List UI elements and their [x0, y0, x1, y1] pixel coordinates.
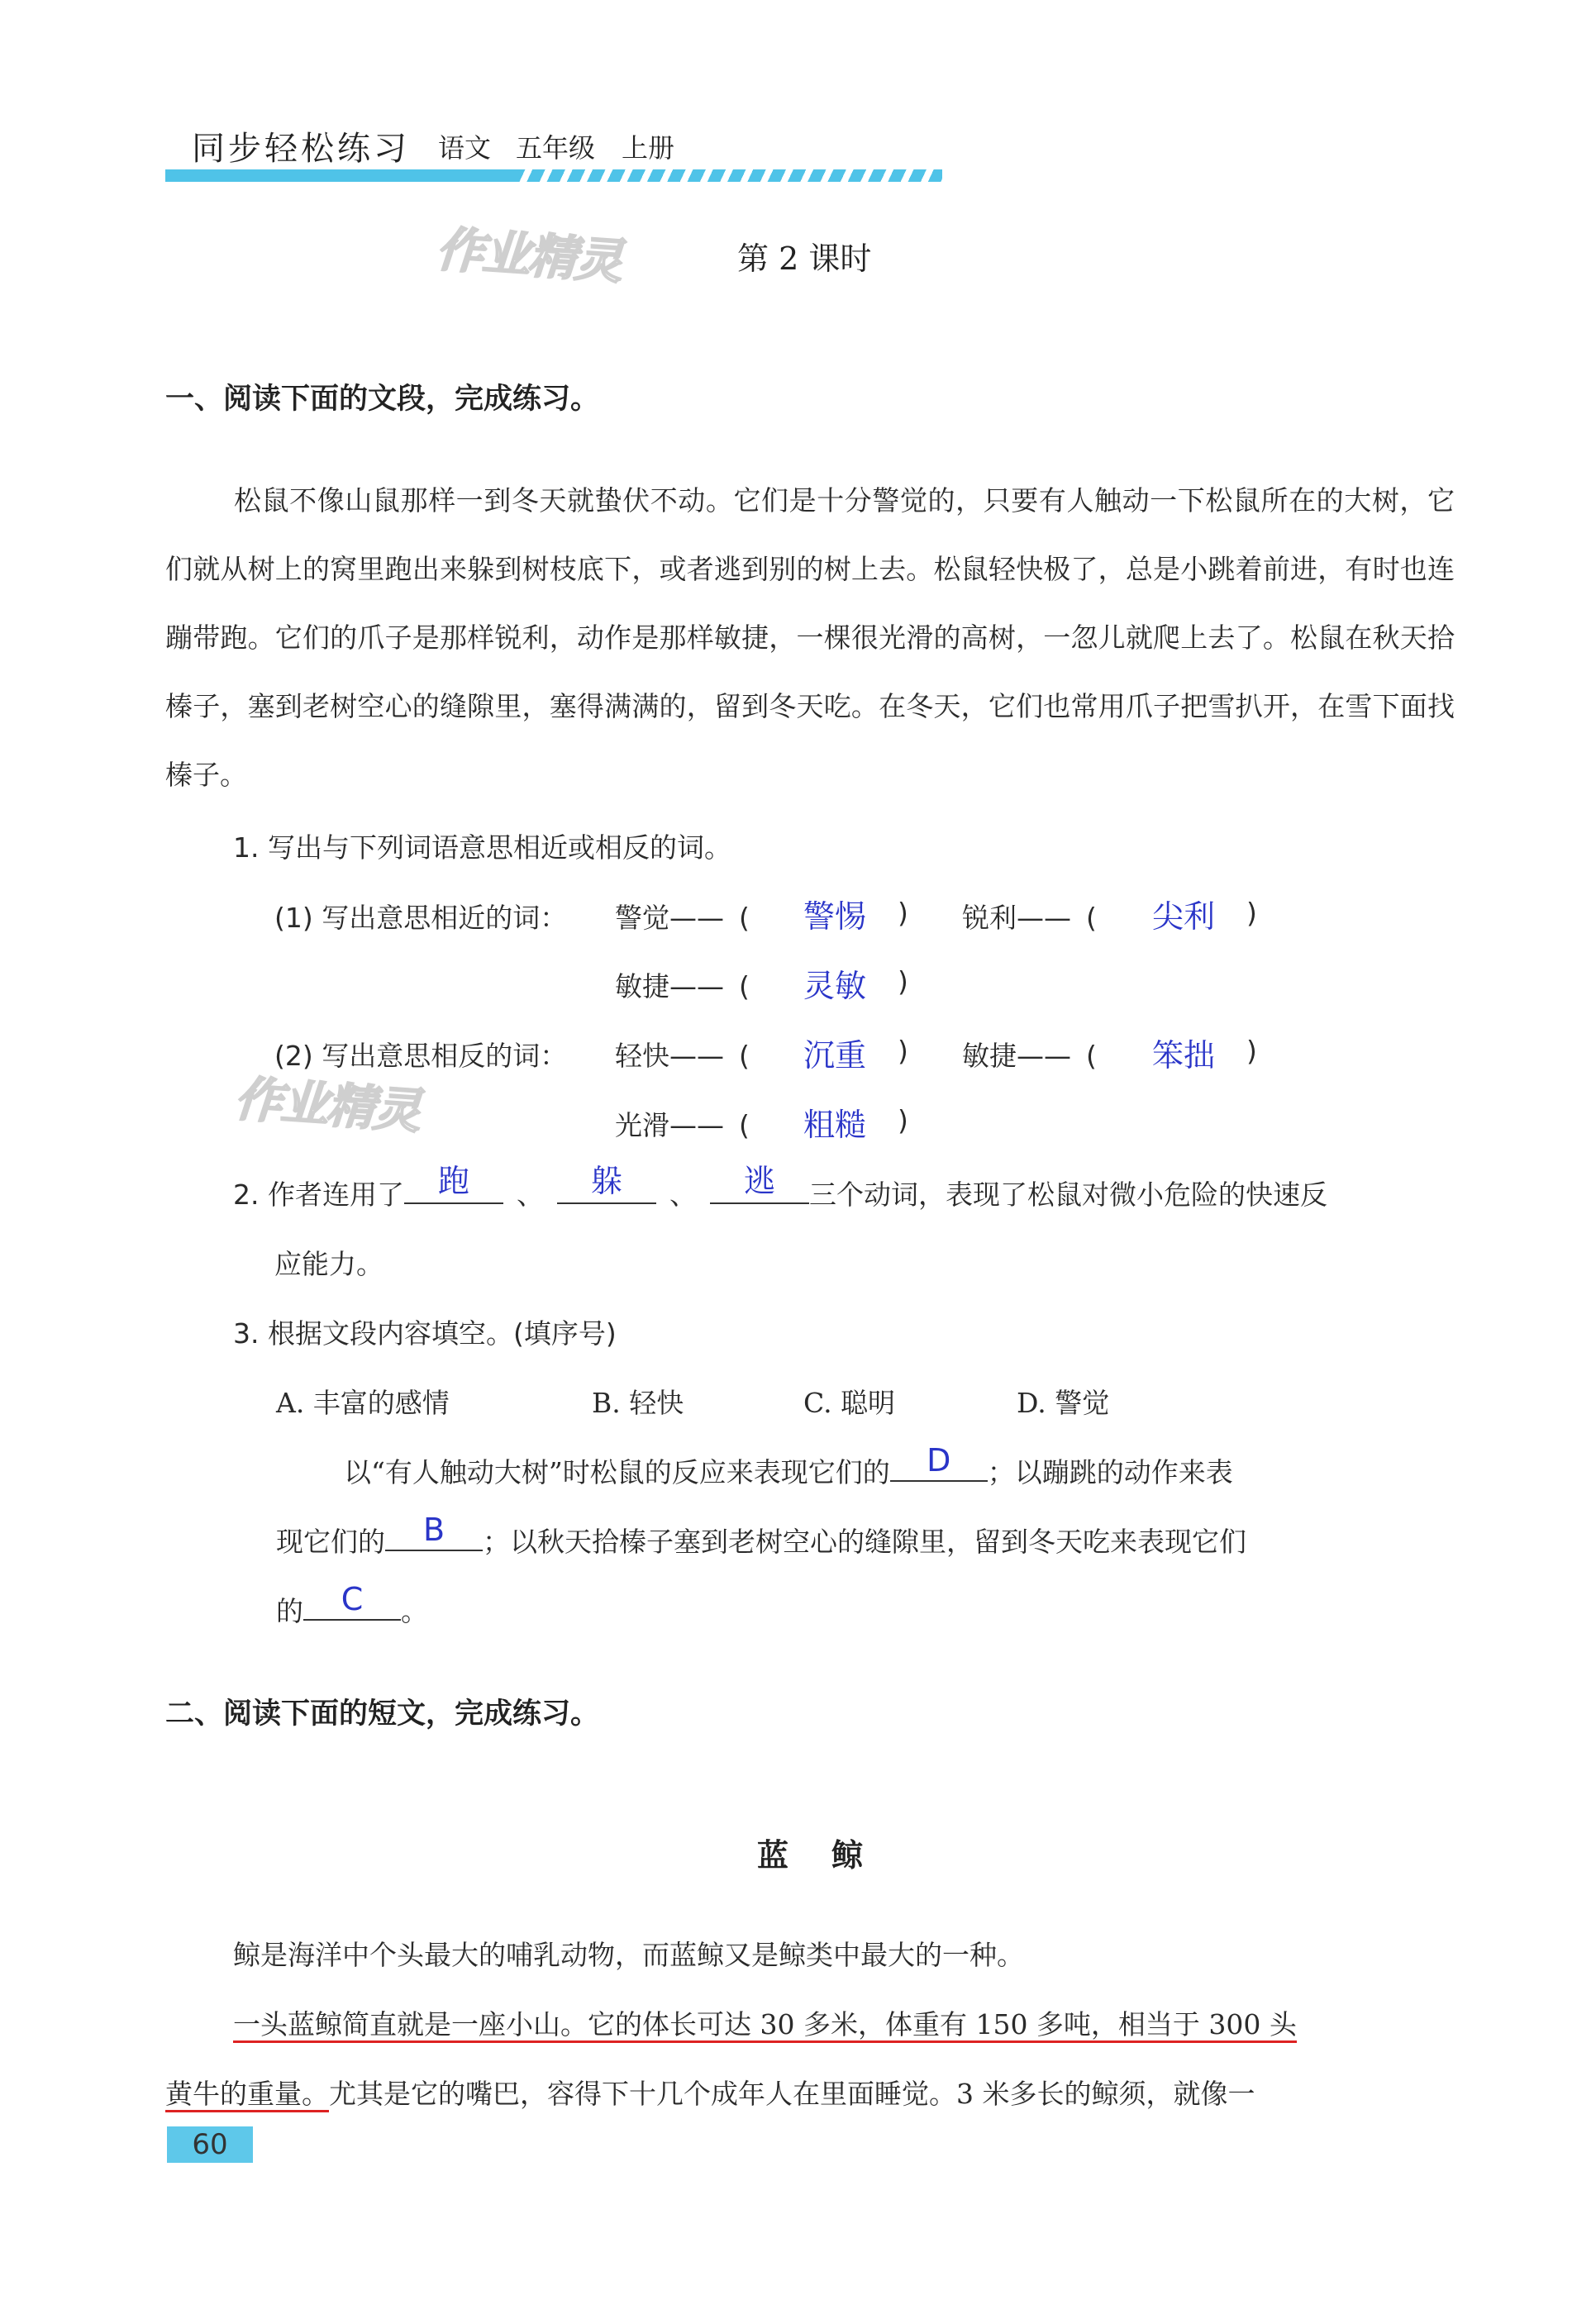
q2-continuation: 应能力。: [274, 1248, 384, 1280]
q3-line2: 现它们的 B ；以秋天拾榛子塞到老树空心的缝隙里，留到冬天吃来表现它们: [276, 1512, 1246, 1558]
q3-blank: [890, 1442, 988, 1482]
q2-blank: [557, 1163, 656, 1204]
q2-answer: 躲: [590, 1163, 622, 1199]
story-title: 蓝鲸: [757, 1836, 907, 1874]
page-number: 60: [167, 2126, 253, 2163]
q1-similar-label: (1) 写出意思相近的词：: [274, 902, 568, 934]
q3-option: A. 丰富的感情: [276, 1387, 450, 1419]
q1-prompt: 1. 写出与下列词语意思相近或相反的词。: [233, 831, 731, 864]
q3-option: B. 轻快: [592, 1387, 684, 1419]
q1-answer: 警惕: [803, 898, 867, 935]
volume-label: 上册: [622, 132, 675, 164]
watermark-top: 作业精灵: [434, 221, 623, 290]
q3-line1: 以“有人触动大树”时松鼠的反应来表现它们的 D ；以蹦跳的动作来表: [344, 1442, 1233, 1488]
q3-option: C. 聪明: [803, 1387, 896, 1419]
q1-answer: 粗糙: [803, 1107, 867, 1143]
q1-paren: ): [898, 965, 908, 998]
q2-answer: 逃: [743, 1163, 775, 1199]
subject-label: 语文: [438, 132, 492, 164]
grade-label: 五年级: [516, 132, 596, 164]
q3-option: D. 警觉: [1017, 1387, 1110, 1419]
header-stripe-dashed: [512, 169, 942, 182]
q1-paren: ): [898, 1035, 908, 1067]
q1-word: 敏捷—— (: [962, 1040, 1097, 1072]
q1-answer: 灵敏: [803, 968, 867, 1004]
q1-paren: ): [1246, 897, 1257, 929]
q1-answer: 沉重: [803, 1037, 867, 1074]
watermark-middle: 作业精灵: [232, 1070, 422, 1140]
q1-answer: 笨拙: [1152, 1037, 1216, 1074]
q2-answer: 跑: [437, 1163, 469, 1199]
section1-passage: 松鼠不像山鼠那样一到冬天就蛰伏不动。它们是十分警觉的，只要有人触动一下松鼠所在的大树，它们就从树上的窝里跑出来躲到树枝底下，或者逃到别的树上去。松鼠轻快极了，总是小跳着前进，有时也连蹦带跑。它们的爪子是那样锐利，动作是那样敏捷，一棵很光滑的高树，一忽儿就爬上去了。松鼠在秋天拾榛子，塞到老树空心的缝隙里，塞得满满的，留到冬天吃。在冬天，它们也常用爪子把雪扒开，在雪下面找榛子。: [165, 484, 1455, 791]
q1-paren: ): [898, 1104, 908, 1136]
q2-blank: [710, 1163, 809, 1204]
q1-opposite-label: (2) 写出意思相反的词：: [274, 1040, 568, 1072]
q1-word: 警觉—— (: [615, 902, 750, 934]
q1-word: 锐利—— (: [962, 902, 1097, 934]
q3-line3: 的 C 。: [276, 1581, 428, 1627]
q1-word: 光滑—— (: [615, 1109, 750, 1141]
story-para2-line1: 一头蓝鲸简直就是一座小山。它的体长可达 30 多米，体重有 150 多吨，相当于 300 头: [233, 2003, 1297, 2042]
story-para1: 鲸是海洋中个头最大的哺乳动物，而蓝鲸又是鲸类中最大的一种。: [233, 1939, 1024, 1971]
q2-blank: [404, 1163, 503, 1204]
q2-line: 2. 作者连用了 跑 、 躲 、 逃 三个动词，表现了松鼠对微小危险的快速反: [233, 1174, 1327, 1212]
q3-answer: C: [341, 1581, 364, 1617]
q3-prompt: 3. 根据文段内容填空。(填序号): [233, 1317, 617, 1350]
lesson-title: 第 2 课时: [737, 240, 872, 277]
header-stripe: [165, 169, 512, 182]
section2-heading: 二、阅读下面的短文，完成练习。: [165, 1698, 600, 1731]
q3-answer: D: [927, 1442, 951, 1479]
q3-answer: B: [422, 1512, 445, 1548]
q1-answer: 尖利: [1152, 898, 1216, 935]
q1-word: 轻快—— (: [615, 1040, 750, 1072]
q3-blank: [385, 1512, 483, 1551]
story-para2-line2: 黄牛的重量。尤其是它的嘴巴，容得下十几个成年人在里面睡觉。3 米多长的鲸须，就像一: [165, 2073, 1255, 2112]
section1-heading: 一、阅读下面的文段，完成练习。: [165, 383, 600, 416]
q1-paren: ): [898, 897, 908, 929]
q1-paren: ): [1246, 1035, 1257, 1067]
q1-word: 敏捷—— (: [615, 970, 750, 1002]
series-title: 同步轻松练习: [192, 130, 410, 168]
